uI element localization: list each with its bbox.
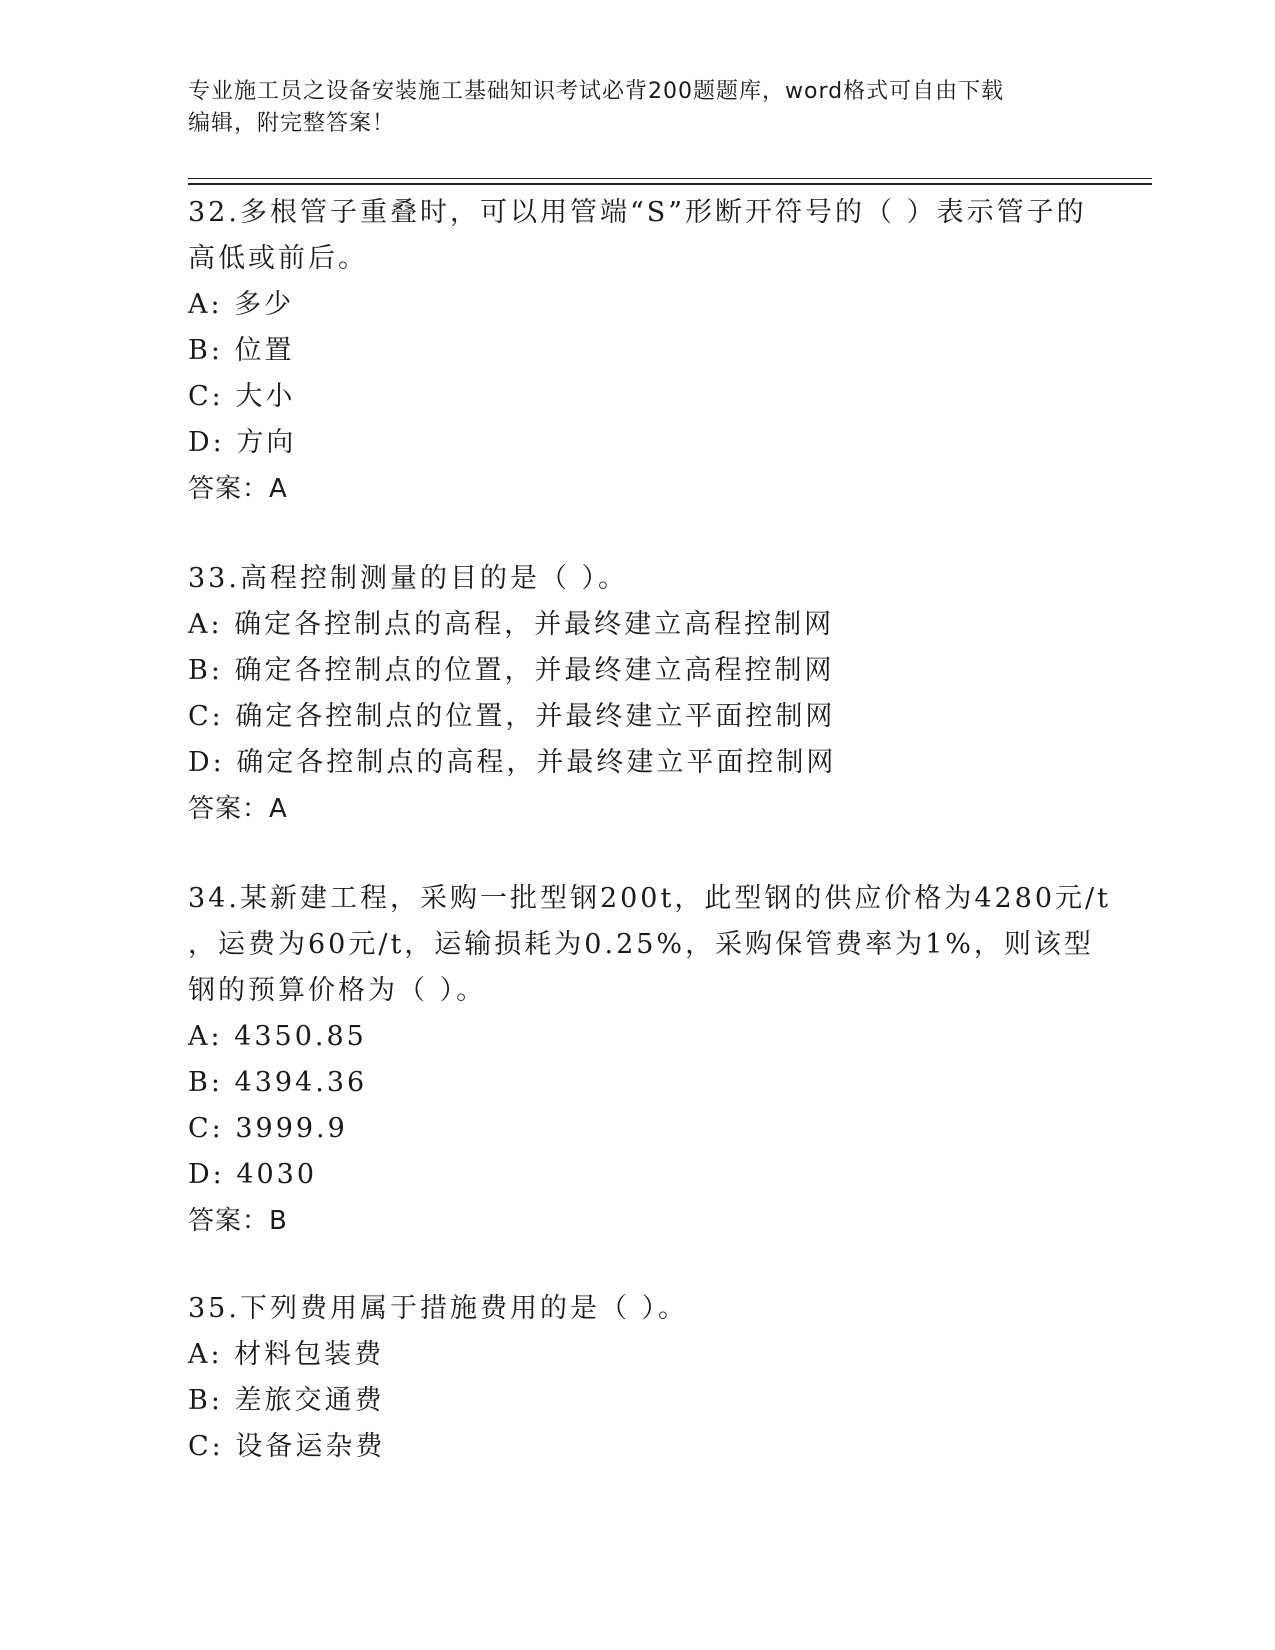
- question-stem-line: 35.下列费用属于措施费用的是（ ）。: [188, 1293, 689, 1324]
- option-c: C: 设备运杂费: [188, 1431, 386, 1462]
- option-b: B: 差旅交通费: [188, 1385, 385, 1416]
- option-a: A: 4350.85: [188, 1021, 367, 1052]
- question-34: [188, 876, 1111, 1244]
- answer: 答案：A: [188, 474, 288, 504]
- question-32: [188, 190, 1088, 512]
- option-a: A: 多少: [188, 289, 295, 320]
- header-divider-thick: [188, 183, 1152, 185]
- option-c: C: 3999.9: [188, 1113, 348, 1144]
- option-b: B: 位置: [188, 335, 295, 366]
- option-d: D: 方向: [188, 427, 297, 458]
- document-header: [188, 76, 1068, 140]
- option-b: B: 确定各控制点的位置，并最终建立高程控制网: [188, 655, 835, 686]
- answer: 答案：B: [188, 1206, 288, 1236]
- question-stem-line: 33.高程控制测量的目的是（ ）。: [188, 563, 629, 594]
- question-stem-line: 32.多根管子重叠时，可以用管端“S”形断开符号的（ ）表示管子的: [188, 197, 1087, 228]
- answer: 答案：A: [188, 794, 288, 824]
- option-d: D: 4030: [188, 1159, 318, 1190]
- option-d: D: 确定各控制点的高程，并最终建立平面控制网: [188, 747, 837, 778]
- question-stem-line: 钢的预算价格为（ ）。: [188, 975, 487, 1006]
- header-divider-thin: [188, 178, 1152, 179]
- question-35: [188, 1286, 1088, 1470]
- option-c: C: 大小: [188, 381, 296, 412]
- option-c: C: 确定各控制点的位置，并最终建立平面控制网: [188, 701, 836, 732]
- question-stem-line: 34.某新建工程，采购一批型钢200t，此型钢的供应价格为4280元/t: [188, 883, 1111, 914]
- header-line-2: 编辑，附完整答案！: [188, 111, 396, 136]
- question-33: [188, 556, 1088, 832]
- question-stem-line: 高低或前后。: [188, 243, 368, 274]
- option-a: A: 材料包装费: [188, 1339, 385, 1370]
- header-line-1: 专业施工员之设备安装施工基础知识考试必背200题题库，word格式可自由下载: [188, 79, 1005, 104]
- option-b: B: 4394.36: [188, 1067, 368, 1098]
- option-a: A: 确定各控制点的高程，并最终建立高程控制网: [188, 609, 835, 640]
- question-stem-line: ，运费为60元/t，运输损耗为0.25%，采购保管费率为1%，则该型: [188, 929, 1094, 960]
